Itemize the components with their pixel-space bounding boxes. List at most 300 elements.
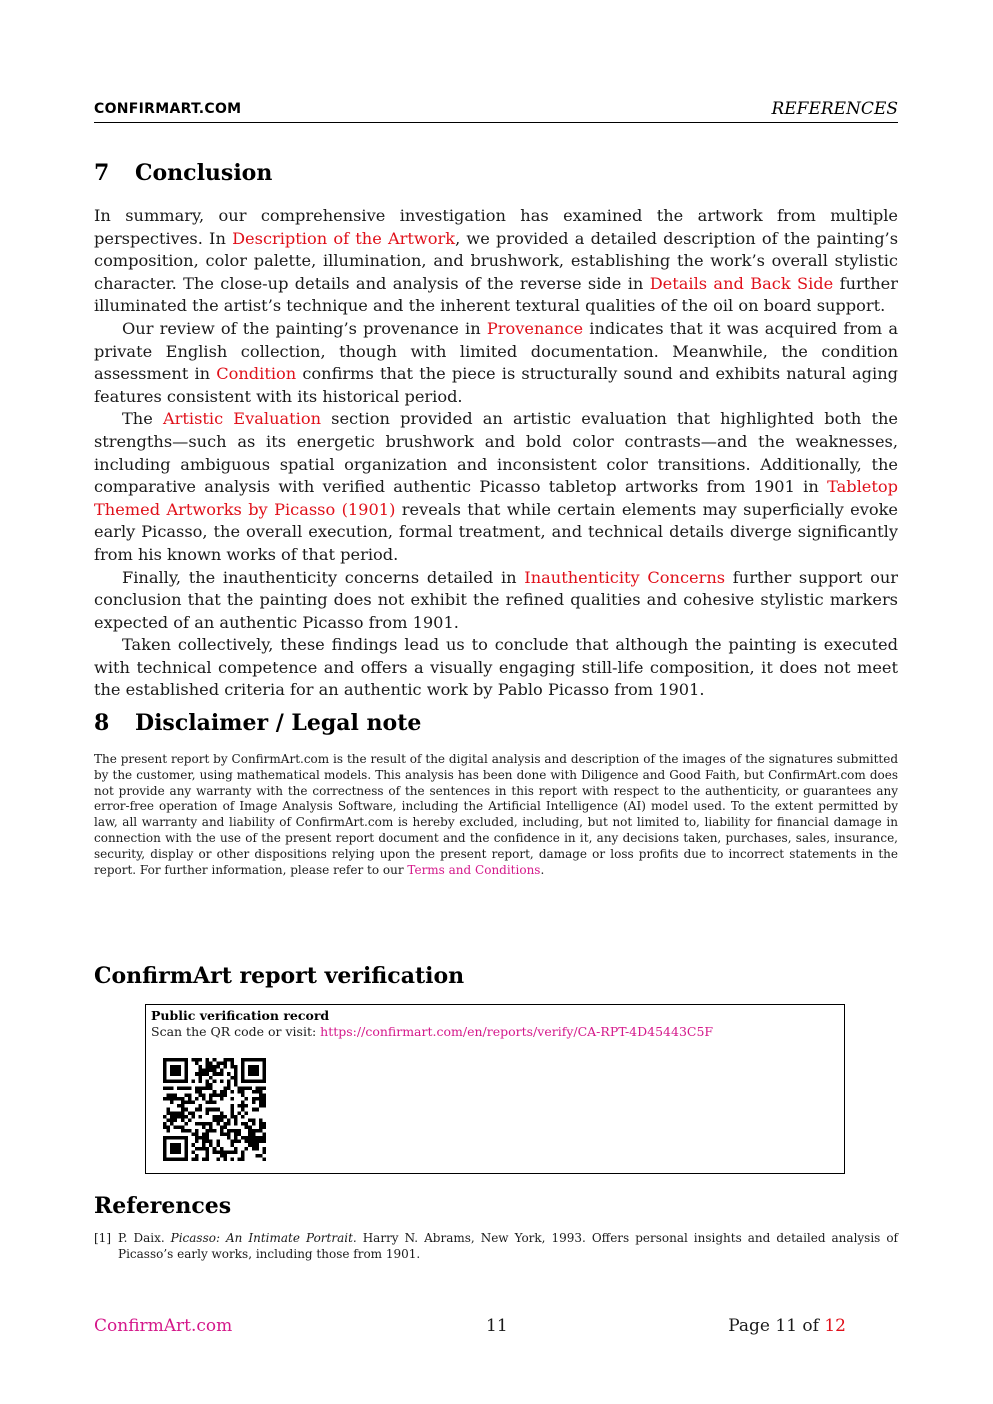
link-condition[interactable]: Condition xyxy=(216,364,297,384)
qr-module xyxy=(174,1115,178,1119)
qr-module xyxy=(167,1129,171,1133)
qr-module xyxy=(181,1125,185,1129)
qr-module xyxy=(245,1104,249,1108)
qr-module xyxy=(255,1090,259,1094)
qr-module xyxy=(230,1143,234,1147)
qr-module xyxy=(213,1094,217,1098)
qr-module xyxy=(213,1118,217,1122)
qr-module xyxy=(199,1065,203,1069)
footer-page-count xyxy=(728,1316,846,1336)
qr-module xyxy=(184,1079,188,1083)
qr-module xyxy=(223,1133,227,1137)
qr-module xyxy=(191,1115,195,1119)
text: Page 11 of xyxy=(728,1316,825,1336)
qr-module xyxy=(195,1129,199,1133)
qr-module xyxy=(177,1069,181,1073)
qr-module xyxy=(195,1136,199,1140)
paragraph xyxy=(94,567,898,635)
qr-module xyxy=(223,1065,227,1069)
qr-module xyxy=(184,1086,188,1090)
qr-module xyxy=(241,1079,245,1083)
qr-module xyxy=(216,1157,220,1161)
qr-module xyxy=(241,1069,245,1073)
qr-module xyxy=(220,1154,224,1158)
qr-module xyxy=(202,1157,206,1161)
qr-module xyxy=(241,1058,245,1062)
qr-module xyxy=(167,1058,171,1062)
qr-module xyxy=(241,1115,245,1119)
qr-module xyxy=(213,1072,217,1076)
qr-module xyxy=(230,1150,234,1154)
qr-module xyxy=(220,1079,224,1083)
qr-module xyxy=(202,1069,206,1073)
qr-module xyxy=(181,1111,185,1115)
qr-module xyxy=(262,1094,266,1098)
qr-module xyxy=(199,1108,203,1112)
qr-module xyxy=(238,1104,242,1108)
qr-module xyxy=(216,1108,220,1112)
qr-module xyxy=(252,1079,256,1083)
qr-module xyxy=(191,1101,195,1105)
qr-module xyxy=(259,1118,263,1122)
qr-module xyxy=(252,1122,256,1126)
confirmart-logo: CONFIRMART.COM xyxy=(94,101,242,117)
qr-module xyxy=(191,1150,195,1154)
qr-module xyxy=(216,1143,220,1147)
qr-module xyxy=(238,1129,242,1133)
qr-module xyxy=(216,1065,220,1069)
qr-module xyxy=(248,1065,252,1069)
qr-module xyxy=(227,1058,231,1062)
qr-module xyxy=(163,1076,167,1080)
qr-module xyxy=(209,1143,213,1147)
paragraph: Taken collectively, these findings lead us to conclude that although the painting is executed with technical competence and offers a visually engaging still-life composition, it does not meet the established criteria for an authentic work by Pablo Picasso from 1901. xyxy=(94,635,898,700)
qr-module xyxy=(252,1118,256,1122)
qr-module xyxy=(202,1122,206,1126)
qr-module xyxy=(241,1136,245,1140)
qr-module xyxy=(163,1125,167,1129)
qr-module xyxy=(206,1086,210,1090)
qr-module xyxy=(184,1147,188,1151)
qr-module xyxy=(230,1076,234,1080)
qr-module xyxy=(195,1090,199,1094)
section-title: Disclaimer / Legal note xyxy=(135,710,422,736)
qr-module xyxy=(170,1115,174,1119)
qr-module xyxy=(227,1072,231,1076)
qr-module xyxy=(170,1111,174,1115)
qr-module xyxy=(259,1154,263,1158)
qr-module xyxy=(209,1069,213,1073)
qr-module xyxy=(170,1058,174,1062)
qr-module xyxy=(248,1079,252,1083)
paragraph xyxy=(94,318,898,408)
qr-module xyxy=(255,1097,259,1101)
qr-module xyxy=(195,1062,199,1066)
link-provenance[interactable]: Provenance xyxy=(486,318,584,338)
qr-module xyxy=(209,1140,213,1144)
qr-module xyxy=(195,1157,199,1161)
qr-module xyxy=(163,1122,167,1126)
reference-label: [1] xyxy=(94,1231,111,1245)
text: reveals that while certain elements may superficially evoke early Picasso, the overall execution, formal treatment, and technical details diverge significantly from his known works of that period. xyxy=(94,499,899,564)
section-title: Conclusion xyxy=(135,160,273,186)
qr-module xyxy=(181,1115,185,1119)
qr-module xyxy=(184,1076,188,1080)
qr-module xyxy=(262,1140,266,1144)
qr-module xyxy=(248,1140,252,1144)
qr-module xyxy=(174,1147,178,1151)
qr-module xyxy=(170,1157,174,1161)
qr-module xyxy=(245,1125,249,1129)
qr-module xyxy=(262,1079,266,1083)
qr-module xyxy=(184,1143,188,1147)
qr-module xyxy=(206,1154,210,1158)
qr-module xyxy=(248,1133,252,1137)
link-inauthenticity-concerns[interactable]: Inauthenticity Concerns xyxy=(524,567,726,587)
qr-module xyxy=(223,1154,227,1158)
qr-module xyxy=(199,1086,203,1090)
qr-module xyxy=(163,1097,167,1101)
qr-module xyxy=(181,1058,185,1062)
qr-module xyxy=(230,1062,234,1066)
qr-module xyxy=(170,1094,174,1098)
qr-module xyxy=(177,1157,181,1161)
qr-module xyxy=(184,1062,188,1066)
qr-module xyxy=(241,1065,245,1069)
qr-module xyxy=(216,1072,220,1076)
qr-module xyxy=(241,1157,245,1161)
qr-module xyxy=(238,1133,242,1137)
qr-code-icon[interactable] xyxy=(163,1058,266,1161)
qr-module xyxy=(206,1108,210,1112)
text: , we provided a detailed description of the painting’s composition, color palette, illumination, and brushwork, establishing the work’s overall stylistic character. The close-up details and analysis of the reverse side in xyxy=(94,228,899,293)
references-list xyxy=(94,1231,898,1263)
qr-module xyxy=(163,1150,167,1154)
qr-module xyxy=(206,1129,210,1133)
qr-module xyxy=(174,1118,178,1122)
qr-module xyxy=(184,1129,188,1133)
qr-module xyxy=(234,1136,238,1140)
qr-module xyxy=(255,1065,259,1069)
section-number: 7 xyxy=(94,160,110,186)
qr-module xyxy=(174,1157,178,1161)
qr-module xyxy=(209,1122,213,1126)
qr-module xyxy=(188,1118,192,1122)
qr-module xyxy=(259,1079,263,1083)
qr-module xyxy=(191,1079,195,1083)
qr-module xyxy=(181,1101,185,1105)
qr-module xyxy=(227,1122,231,1126)
qr-module xyxy=(220,1115,224,1119)
qr-module xyxy=(174,1058,178,1062)
qr-module xyxy=(234,1150,238,1154)
qr-module xyxy=(163,1079,167,1083)
qr-module xyxy=(241,1104,245,1108)
qr-module xyxy=(252,1065,256,1069)
qr-module xyxy=(259,1086,263,1090)
qr-module xyxy=(259,1094,263,1098)
link-description-of-artwork[interactable]: Description of the Artwork xyxy=(232,228,456,248)
qr-module xyxy=(241,1076,245,1080)
qr-module xyxy=(202,1133,206,1137)
qr-module xyxy=(199,1076,203,1080)
qr-module xyxy=(170,1072,174,1076)
qr-module xyxy=(241,1072,245,1076)
qr-module xyxy=(209,1086,213,1090)
qr-module xyxy=(234,1129,238,1133)
qr-module xyxy=(245,1097,249,1101)
qr-module xyxy=(248,1072,252,1076)
qr-module xyxy=(223,1125,227,1129)
total-pages-link[interactable]: 12 xyxy=(824,1316,846,1336)
qr-module xyxy=(184,1058,188,1062)
qr-module xyxy=(227,1086,231,1090)
qr-module xyxy=(163,1115,167,1119)
qr-module xyxy=(223,1058,227,1062)
qr-module xyxy=(223,1157,227,1161)
qr-module xyxy=(223,1115,227,1119)
link-artistic-evaluation[interactable]: Artistic Evaluation xyxy=(162,409,322,429)
references-heading: References xyxy=(94,1193,232,1219)
verification-box-title: Public verification record xyxy=(151,1008,330,1023)
qr-module xyxy=(234,1118,238,1122)
qr-module xyxy=(195,1154,199,1158)
qr-module xyxy=(188,1097,192,1101)
reference-title: Picasso: An Intimate Portrait. xyxy=(170,1231,357,1245)
qr-module xyxy=(220,1069,224,1073)
qr-module xyxy=(174,1143,178,1147)
qr-module xyxy=(216,1094,220,1098)
qr-module xyxy=(241,1108,245,1112)
qr-module xyxy=(209,1062,213,1066)
qr-module xyxy=(209,1101,213,1105)
qr-module xyxy=(238,1157,242,1161)
qr-module xyxy=(234,1083,238,1087)
qr-module xyxy=(220,1125,224,1129)
qr-module xyxy=(245,1136,249,1140)
qr-module xyxy=(170,1150,174,1154)
qr-module xyxy=(202,1094,206,1098)
qr-module xyxy=(262,1136,266,1140)
qr-module xyxy=(184,1140,188,1144)
qr-module xyxy=(199,1072,203,1076)
qr-module xyxy=(223,1122,227,1126)
qr-module xyxy=(206,1072,210,1076)
link-tabletop-themed-artworks[interactable]: Tabletop Themed Artworks by Picasso (1901) xyxy=(94,477,898,519)
section-heading-conclusion xyxy=(94,160,272,186)
qr-module xyxy=(234,1122,238,1126)
qr-module xyxy=(259,1101,263,1105)
disclaimer-text xyxy=(94,752,898,878)
qr-module xyxy=(241,1122,245,1126)
qr-module xyxy=(262,1086,266,1090)
qr-module xyxy=(241,1090,245,1094)
qr-module xyxy=(206,1147,210,1151)
qr-module xyxy=(227,1083,231,1087)
qr-module xyxy=(213,1065,217,1069)
qr-module xyxy=(238,1111,242,1115)
qr-module xyxy=(167,1118,171,1122)
qr-module xyxy=(213,1150,217,1154)
qr-module xyxy=(248,1118,252,1122)
qr-module xyxy=(252,1090,256,1094)
footer-site-link[interactable]: ConfirmArt.com xyxy=(94,1316,233,1336)
qr-module xyxy=(195,1097,199,1101)
qr-module xyxy=(177,1125,181,1129)
qr-module xyxy=(170,1143,174,1147)
qr-module xyxy=(184,1154,188,1158)
qr-module xyxy=(227,1150,231,1154)
qr-module xyxy=(259,1097,263,1101)
qr-module xyxy=(220,1072,224,1076)
qr-module xyxy=(184,1065,188,1069)
qr-module xyxy=(234,1115,238,1119)
qr-module xyxy=(202,1143,206,1147)
qr-module xyxy=(202,1140,206,1144)
reference-entry xyxy=(94,1231,898,1263)
qr-module xyxy=(255,1079,259,1083)
qr-module xyxy=(255,1154,259,1158)
qr-module xyxy=(181,1129,185,1133)
qr-module xyxy=(241,1062,245,1066)
qr-module xyxy=(234,1079,238,1083)
qr-module xyxy=(177,1115,181,1119)
qr-module xyxy=(163,1154,167,1158)
qr-module xyxy=(195,1147,199,1151)
qr-module xyxy=(262,1157,266,1161)
qr-module xyxy=(177,1111,181,1115)
qr-module xyxy=(230,1090,234,1094)
qr-module xyxy=(206,1079,210,1083)
qr-module xyxy=(227,1118,231,1122)
qr-module xyxy=(213,1058,217,1062)
qr-module xyxy=(245,1086,249,1090)
qr-module xyxy=(227,1136,231,1140)
qr-module xyxy=(220,1129,224,1133)
qr-module xyxy=(245,1140,249,1144)
qr-module xyxy=(216,1115,220,1119)
qr-module xyxy=(213,1069,217,1073)
qr-module xyxy=(259,1125,263,1129)
qr-module xyxy=(209,1097,213,1101)
qr-module xyxy=(238,1090,242,1094)
qr-module xyxy=(245,1111,249,1115)
qr-module xyxy=(262,1125,266,1129)
qr-module xyxy=(170,1101,174,1105)
qr-module xyxy=(163,1086,167,1090)
qr-module xyxy=(213,1147,217,1151)
qr-module xyxy=(259,1058,263,1062)
qr-module xyxy=(220,1118,224,1122)
qr-module xyxy=(262,1101,266,1105)
qr-module xyxy=(167,1136,171,1140)
qr-module xyxy=(174,1072,178,1076)
qr-module xyxy=(255,1069,259,1073)
qr-module xyxy=(174,1097,178,1101)
qr-module xyxy=(177,1104,181,1108)
qr-module xyxy=(252,1136,256,1140)
qr-module xyxy=(209,1129,213,1133)
qr-module xyxy=(174,1069,178,1073)
qr-module xyxy=(191,1133,195,1137)
qr-module xyxy=(220,1111,224,1115)
qr-module xyxy=(199,1090,203,1094)
text: further support our conclusion that the painting does not exhibit the refined qualities and cohesive stylistic markers expected of an authentic Picasso from 1901. xyxy=(94,567,898,632)
qr-module xyxy=(184,1115,188,1119)
qr-module xyxy=(255,1147,259,1151)
qr-module xyxy=(191,1058,195,1062)
qr-module xyxy=(167,1157,171,1161)
qr-module xyxy=(184,1094,188,1098)
qr-module xyxy=(167,1086,171,1090)
paragraph xyxy=(94,408,898,566)
qr-module xyxy=(184,1069,188,1073)
qr-module xyxy=(188,1086,192,1090)
qr-module xyxy=(188,1101,192,1105)
qr-module xyxy=(177,1065,181,1069)
qr-module xyxy=(248,1136,252,1140)
text: section provided an artistic evaluation that highlighted both the strengths—such as its energetic brushwork and bold color contrasts—and the weaknesses, including ambiguous spatial organization and inconsistent color transitions. Additionally, the comparative analysis with verified authentic Picasso tabletop artworks from 1901 in xyxy=(94,409,899,497)
qr-module xyxy=(163,1136,167,1140)
qr-module xyxy=(199,1104,203,1108)
qr-module xyxy=(206,1069,210,1073)
qr-module xyxy=(248,1086,252,1090)
qr-module xyxy=(262,1133,266,1137)
qr-module xyxy=(209,1083,213,1087)
qr-module xyxy=(199,1094,203,1098)
text: The present report by ConfirmArt.com is the result of the digital analysis and description of the images of the signatures submitted by the customer, using mathematical models. This analysis has been done with Diligence and Good Faith, but ConfirmArt.com does not provide any warranty with the correctness of the sentences in this report with respect to the authenticity, or guarantees any error-free operation of Image Analysis Software, including the Artificial Intelligence (AI) model used. To the extent permitted by law, all warranty and liability of ConfirmArt.com is hereby excluded, including, but not limited to, liability for financial damage in connection with the use of the present report document and the confidence in it, any decisions taken, purchases, sales, insurance, security, display or other dispositions relying upon the present report, damage or loss profits due to incorrect statements in the report. For further information, please refer to our xyxy=(94,752,898,877)
qr-module xyxy=(234,1069,238,1073)
qr-module xyxy=(167,1094,171,1098)
qr-module xyxy=(223,1086,227,1090)
qr-module xyxy=(170,1147,174,1151)
qr-module xyxy=(202,1086,206,1090)
verification-url-link[interactable]: https://confirmart.com/en/reports/verify/CA-RPT-4D45443C5F xyxy=(320,1024,714,1039)
qr-module xyxy=(259,1104,263,1108)
link-details-and-back-side[interactable]: Details and Back Side xyxy=(649,273,834,293)
text: In summary, our comprehensive investigation has examined the artwork from multiple perspectives. In xyxy=(94,206,898,248)
qr-module xyxy=(220,1090,224,1094)
qr-module xyxy=(170,1097,174,1101)
qr-module xyxy=(252,1147,256,1151)
qr-module xyxy=(262,1069,266,1073)
terms-and-conditions-link[interactable]: Terms and Conditions xyxy=(407,862,541,877)
qr-module xyxy=(216,1150,220,1154)
qr-module xyxy=(177,1136,181,1140)
qr-module xyxy=(209,1125,213,1129)
qr-module xyxy=(174,1136,178,1140)
qr-module xyxy=(255,1143,259,1147)
qr-module xyxy=(220,1062,224,1066)
qr-module xyxy=(252,1133,256,1137)
qr-module xyxy=(241,1150,245,1154)
qr-module xyxy=(184,1108,188,1112)
qr-module xyxy=(213,1079,217,1083)
qr-module xyxy=(163,1062,167,1066)
qr-module xyxy=(195,1058,199,1062)
qr-module xyxy=(255,1058,259,1062)
qr-module xyxy=(170,1118,174,1122)
qr-module xyxy=(184,1136,188,1140)
qr-module xyxy=(177,1150,181,1154)
qr-module xyxy=(238,1086,242,1090)
qr-module xyxy=(199,1122,203,1126)
qr-module xyxy=(213,1101,217,1105)
qr-module xyxy=(184,1157,188,1161)
qr-module xyxy=(230,1157,234,1161)
qr-module xyxy=(262,1062,266,1066)
qr-module xyxy=(220,1097,224,1101)
